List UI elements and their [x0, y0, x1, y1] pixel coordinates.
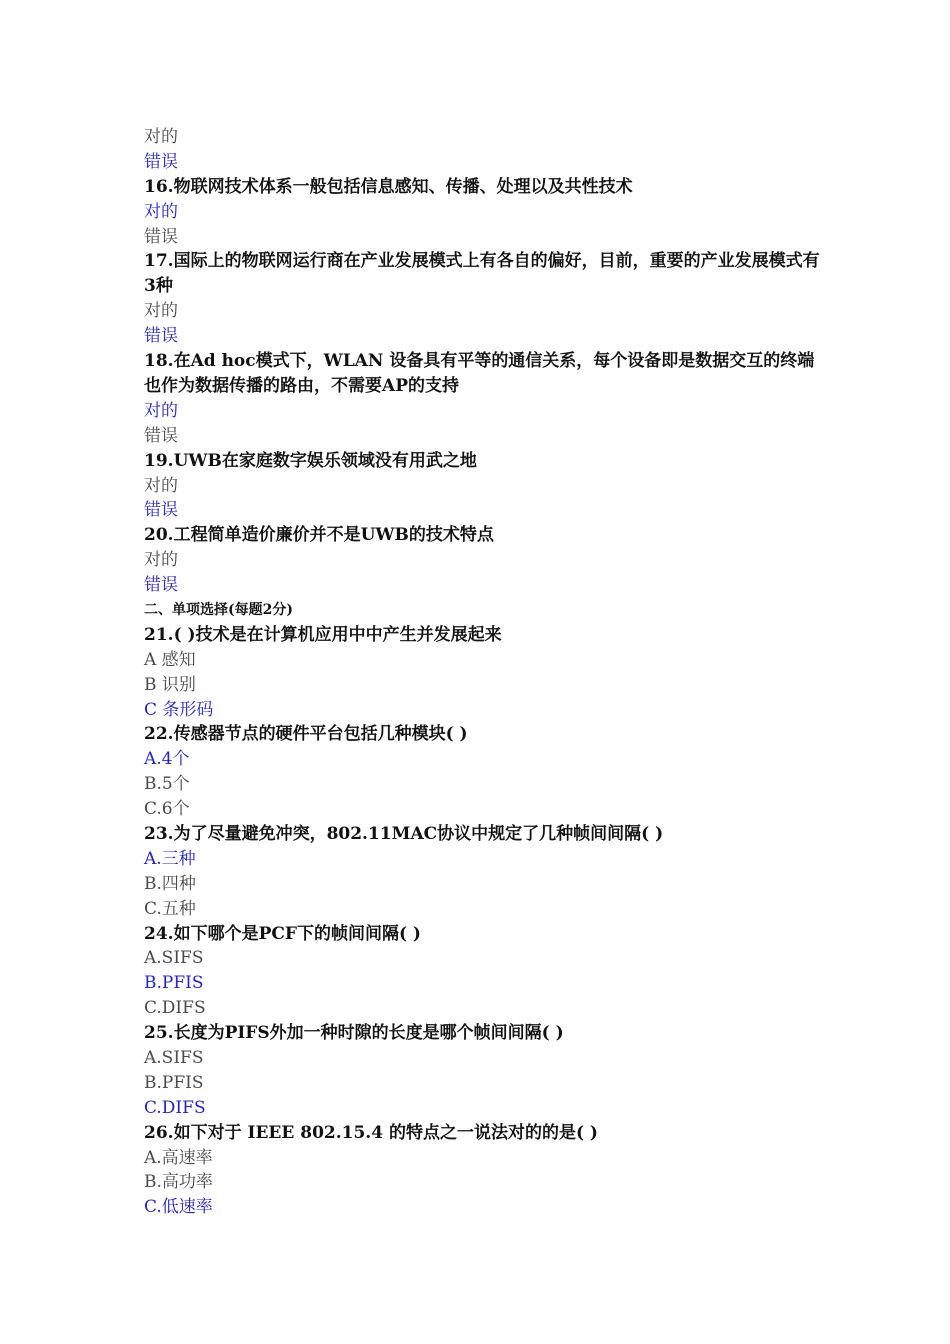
- answer-option: 对的: [144, 127, 178, 147]
- answer-option: B.5个: [144, 774, 190, 795]
- answer-option-correct: 对的: [144, 400, 178, 421]
- answer-option-correct: 错误: [144, 500, 178, 521]
- answer-option: C.DIFS: [144, 998, 206, 1019]
- answer-option: A.SIFS: [144, 948, 204, 969]
- section-heading: 二、单项选择(每题2分): [144, 601, 293, 618]
- answer-option-correct: A.三种: [144, 848, 196, 869]
- answer-option: B.高功率: [144, 1172, 213, 1193]
- answer-option-correct: 错误: [144, 575, 178, 596]
- answer-option-correct: C.低速率: [144, 1197, 213, 1218]
- answer-option: 对的: [144, 475, 178, 496]
- answer-option: 对的: [144, 550, 178, 571]
- answer-option-correct: 错误: [144, 151, 178, 172]
- question-text: 17.国际上的物联网运行商在产业发展模式上有各自的偏好，目前，重要的产业发展模式有3种: [144, 251, 820, 297]
- answer-option: A.SIFS: [144, 1048, 204, 1069]
- answer-option: 对的: [144, 301, 178, 322]
- answer-option-correct: C 条形码: [144, 699, 214, 720]
- question-text: 26.如下对于 IEEE 802.15.4 的特点之一说法对的的是( ): [144, 1122, 598, 1143]
- answer-option: C.五种: [144, 898, 196, 919]
- answer-option: C.6个: [144, 799, 190, 820]
- question-text: 22.传感器节点的硬件平台包括几种模块( ): [144, 724, 468, 745]
- document-body: [144, 125, 824, 1220]
- answer-option: A.高速率: [144, 1147, 213, 1168]
- answer-option: B.PFIS: [144, 1072, 204, 1093]
- answer-option: 错误: [144, 226, 178, 247]
- answer-option: B 识别: [144, 674, 196, 695]
- question-text: 19.UWB在家庭数字娱乐领域没有用武之地: [144, 450, 477, 471]
- answer-option: 错误: [144, 425, 178, 446]
- answer-option-correct: 错误: [144, 326, 178, 347]
- answer-option: A 感知: [144, 649, 196, 670]
- question-text: 16.物联网技术体系一般包括信息感知、传播、处理以及共性技术: [144, 176, 633, 197]
- question-text: 24.如下哪个是PCF下的帧间间隔( ): [144, 923, 421, 944]
- answer-option-correct: 对的: [144, 201, 178, 222]
- question-text: 21.( )技术是在计算机应用中中产生并发展起来: [144, 624, 502, 645]
- question-text: 18.在Ad hoc模式下，WLAN 设备具有平等的通信关系，每个设备即是数据交互的终端也作为数据传播的路由，不需要AP的支持: [144, 351, 815, 396]
- question-text: 25.长度为PIFS外加一种时隙的长度是哪个帧间间隔( ): [144, 1023, 564, 1044]
- question-text: 23.为了尽量避免冲突，802.11MAC协议中规定了几种帧间间隔( ): [144, 824, 664, 844]
- answer-option-correct: A.4个: [144, 749, 190, 770]
- answer-option: B.四种: [144, 873, 196, 894]
- answer-option-correct: B.PFIS: [144, 973, 204, 994]
- question-text: 20.工程简单造价廉价并不是UWB的技术特点: [144, 525, 494, 546]
- answer-option-correct: C.DIFS: [144, 1097, 206, 1118]
